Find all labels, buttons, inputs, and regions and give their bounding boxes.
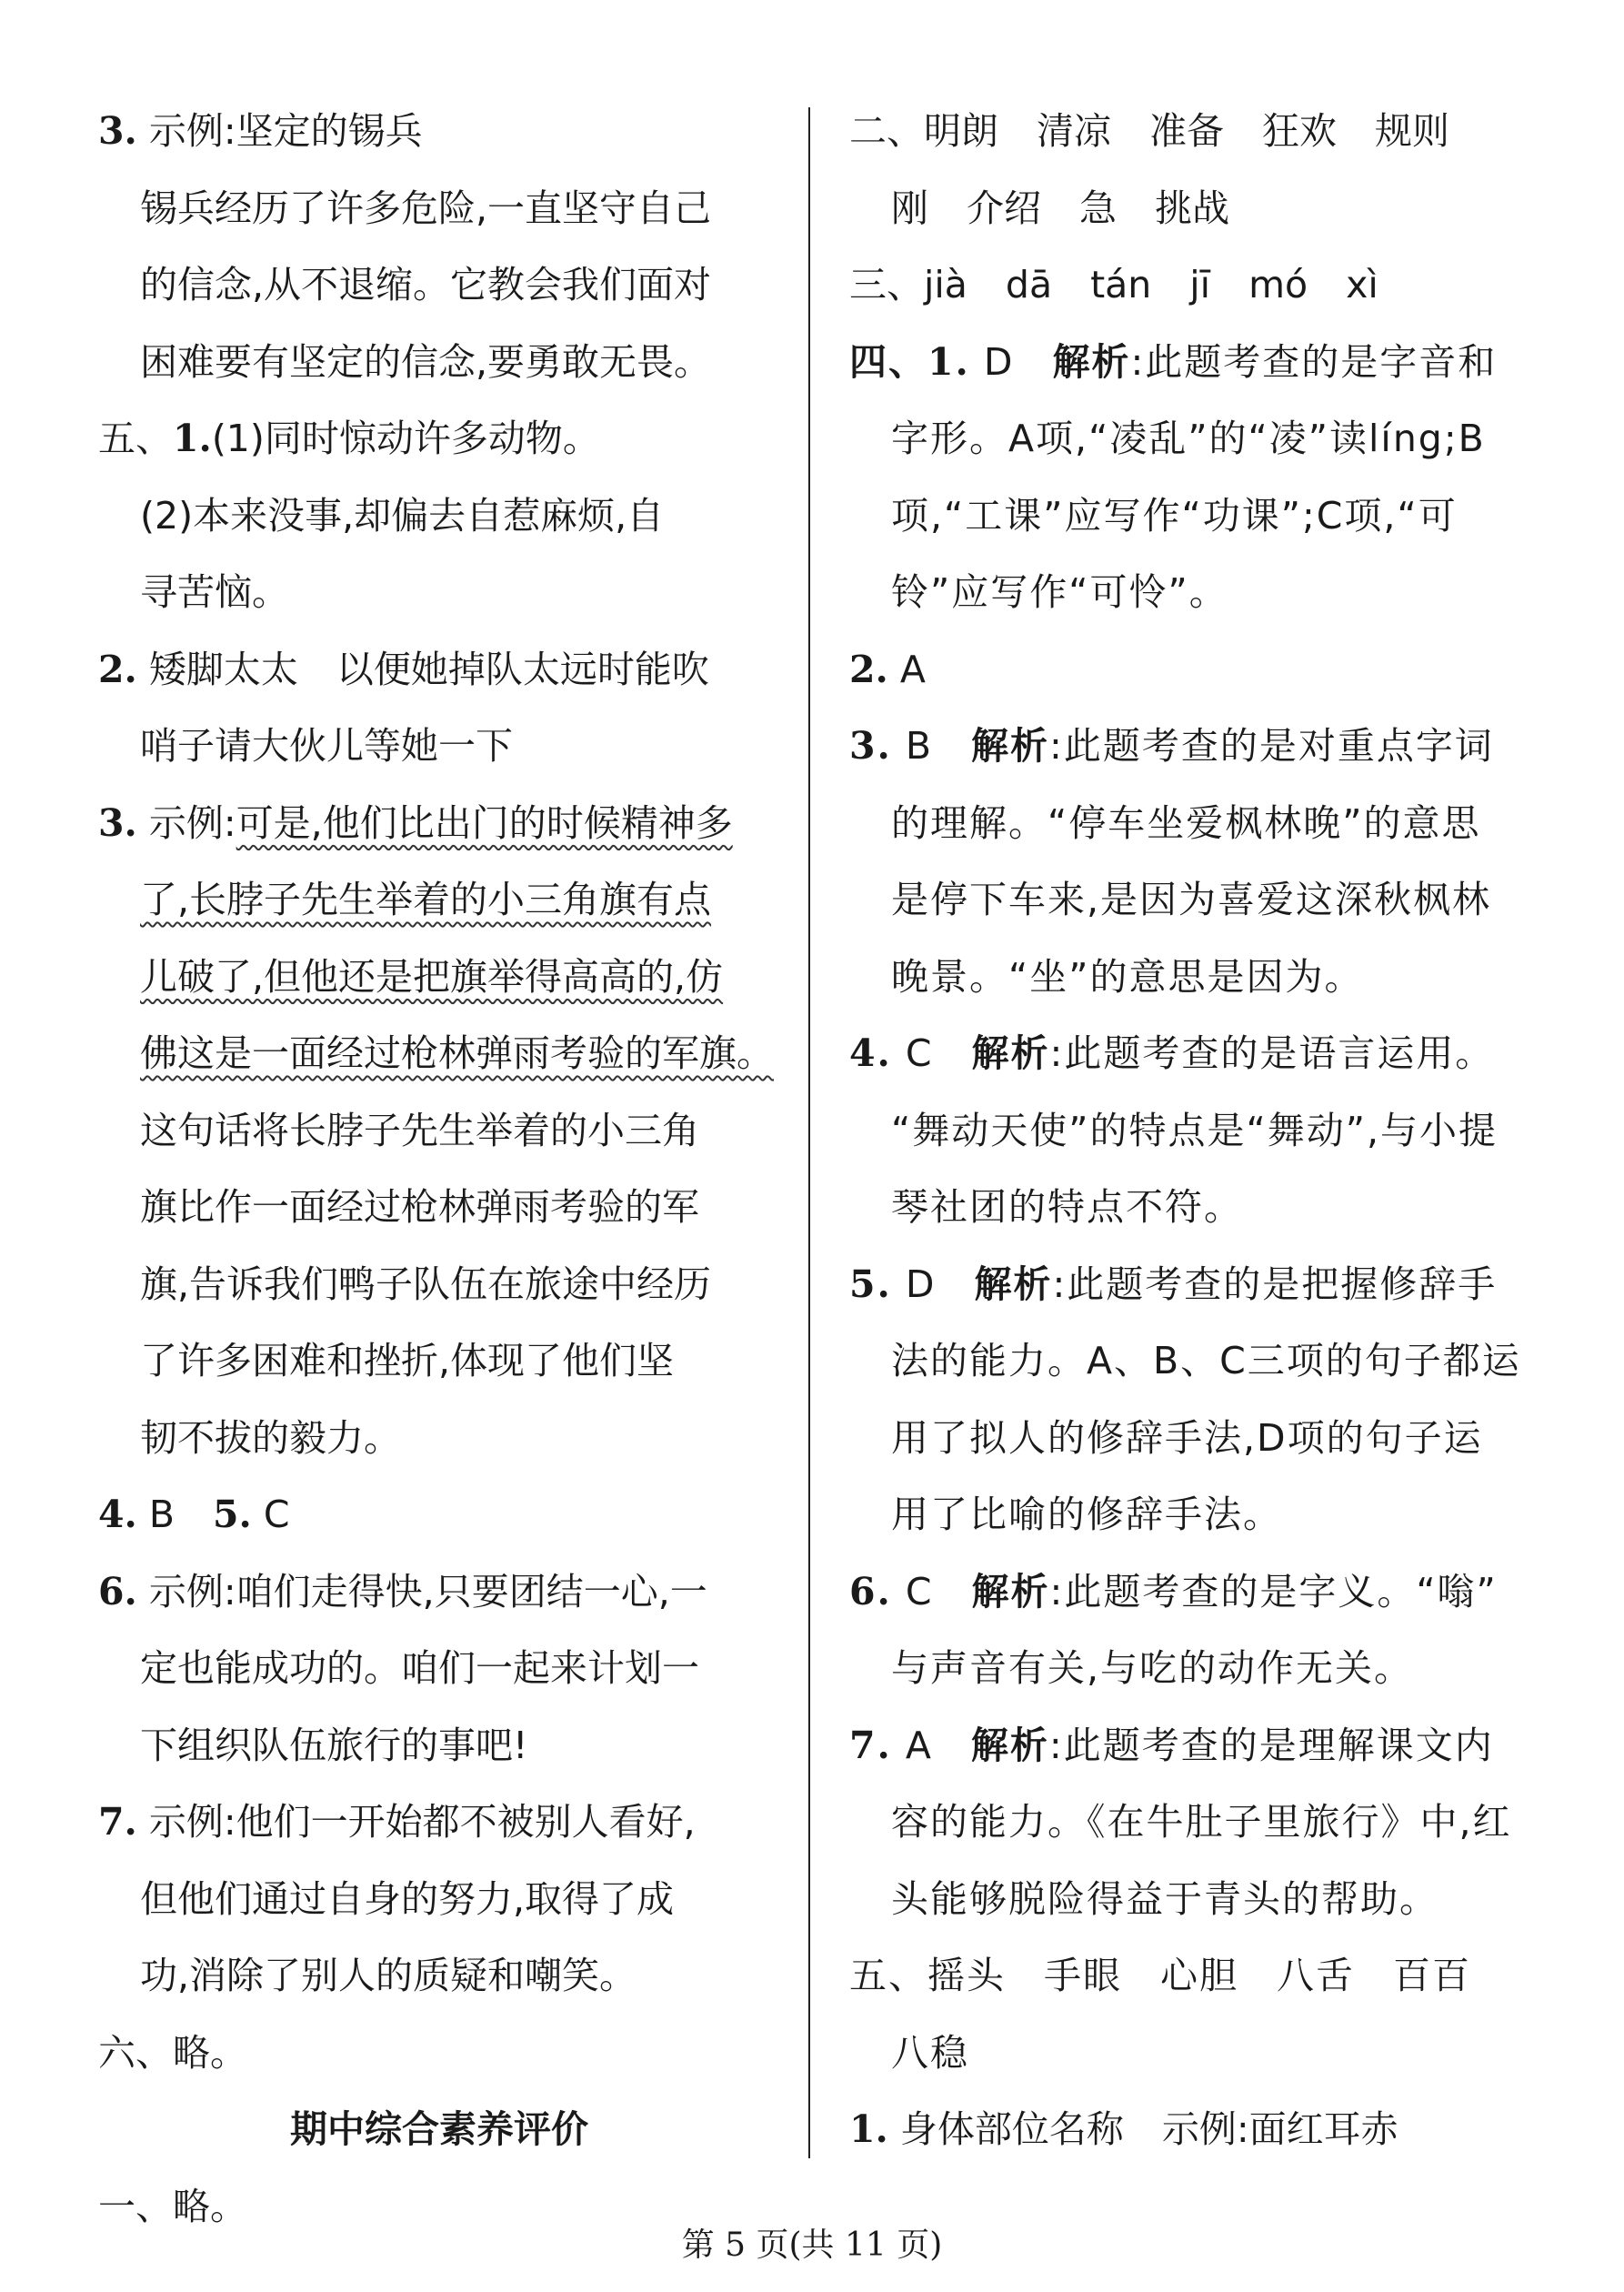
answer-line: 3. 示例:可是,他们比出门的时候精神多 [98, 800, 733, 845]
section-five-heading: 五、1.(1)同时惊动许多动物。 [98, 417, 600, 460]
answer-line: 是停下车来,是因为喜爱这深秋枫林 [891, 878, 1492, 921]
answer-line: 2. A [849, 647, 926, 691]
section-two-words: 二、明朗 清凉 准备 狂欢 规则 [849, 109, 1449, 153]
answer-line: 5. D 解析:此题考查的是把握修辞手 [849, 1262, 1498, 1306]
answer-line: 困难要有坚定的信念,要勇敢无畏。 [140, 339, 712, 384]
answer-line: 3. 示例:坚定的锡兵 [98, 109, 423, 153]
wavy-underlined-text: 佛这是一面经过枪林弹雨考验的军旗。 [140, 1031, 774, 1075]
answer-line: 2. 矮脚太太 以便她掉队太远时能吹 [98, 647, 709, 691]
answer-line: 四、1. D 解析:此题考查的是字音和 [849, 339, 1498, 384]
answer-line: “舞动天使”的特点是“舞动”,与小提 [891, 1108, 1498, 1152]
section-title: 期中综合素养评价 [290, 2107, 588, 2151]
answer-line: 用了拟人的修辞手法,D项的句子运 [891, 1415, 1483, 1460]
answer-line: 锡兵经历了许多危险,一直坚守自己 [140, 186, 712, 230]
answer-line: 字形。A项,“凌乱”的“凌”读líng;B [891, 417, 1486, 460]
answer-line: 的信念,从不退缩。它教会我们面对 [140, 263, 712, 307]
answer-line: 容的能力。《在牛肚子里旅行》中,红 [891, 1800, 1512, 1844]
answer-line: 1. 身体部位名称 示例:面红耳赤 [849, 2107, 1398, 2151]
answer-line: 寻苦恼。 [140, 570, 289, 614]
answer-line: 与声音有关,与吃的动作无关。 [891, 1646, 1414, 1690]
answer-line: 定也能成功的。咱们一起来计划一 [140, 1646, 699, 1690]
answer-line [98, 939, 780, 1016]
answer-line: 八稳 [891, 2030, 969, 2075]
page-number-footer: 第 5 页(共 11 页) [681, 2227, 943, 2264]
answer-line: 这句话将长脖子先生举着的小三角 [140, 1108, 699, 1152]
answer-line: 功,消除了别人的质疑和嘲笑。 [140, 1954, 637, 1997]
answer-line: 用了比喻的修辞手法。 [891, 1493, 1282, 1536]
section-three-pinyin: 三、jià dā tán jī mó xì [849, 263, 1378, 307]
right-column [849, 93, 1522, 2168]
answer-line: 了许多困难和挫折,体现了他们坚 [140, 1339, 675, 1382]
answer-line: 旗比作一面经过枪林弹雨考验的军 [140, 1185, 699, 1229]
answer-line: 韧不拔的毅力。 [140, 1415, 401, 1460]
answer-line: 法的能力。A、B、C三项的句子都运 [891, 1339, 1521, 1382]
answer-line [98, 861, 780, 939]
section-one-heading: 一、略。 [98, 2184, 247, 2228]
answer-line: 4. C 解析:此题考查的是语言运用。 [849, 1031, 1495, 1075]
column-divider [808, 107, 810, 2158]
answer-line: 旗,告诉我们鸭子队伍在旅途中经历 [140, 1262, 712, 1306]
wavy-underlined-text: 可是,他们比出门的时候精神多 [236, 800, 733, 845]
answer-line: 3. B 解析:此题考查的是对重点字词 [849, 724, 1494, 768]
answer-line: 但他们通过自身的努力,取得了成 [140, 1876, 675, 1921]
answer-line: 4. B 5. C [98, 1493, 290, 1536]
answer-line [98, 1015, 780, 1092]
answer-line: 晚景。“坐”的意思是因为。 [891, 954, 1364, 999]
answer-line: 铃”应写作“可怜”。 [891, 570, 1228, 614]
section-six-heading: 六、略。 [98, 2030, 247, 2075]
section-five-words: 五、摇头 手眼 心胆 八舌 百百 [849, 1954, 1471, 1997]
answer-line: 的理解。“停车坐爱枫林晚”的意思 [891, 800, 1481, 845]
answer-line: 项,“工课”应写作“功课”;C项,“可 [891, 493, 1458, 538]
answer-line: (2)本来没事,却偏去自惹麻烦,自 [140, 493, 665, 538]
answer-line: 琴社团的特点不符。 [891, 1185, 1243, 1229]
answer-line: 7. A 解析:此题考查的是理解课文内 [849, 1723, 1494, 1767]
left-column [98, 93, 780, 2245]
section-two-words: 刚 介绍 急 挑战 [891, 186, 1229, 230]
wavy-underlined-text: 了,长脖子先生举着的小三角旗有点 [140, 878, 712, 921]
answer-line: 哨子请大伙儿等她一下 [140, 724, 513, 768]
answer-line: 下组织队伍旅行的事吧! [140, 1723, 528, 1767]
answer-line: 6. 示例:咱们走得快,只要团结一心,一 [98, 1569, 707, 1613]
answer-line: 7. 示例:他们一开始都不被别人看好, [98, 1800, 696, 1844]
answer-line: 6. C 解析:此题考查的是字义。“嗡” [849, 1569, 1498, 1613]
answer-line: 头能够脱险得益于青头的帮助。 [891, 1876, 1439, 1921]
wavy-underlined-text: 儿破了,但他还是把旗举得高高的,仿 [140, 954, 724, 999]
